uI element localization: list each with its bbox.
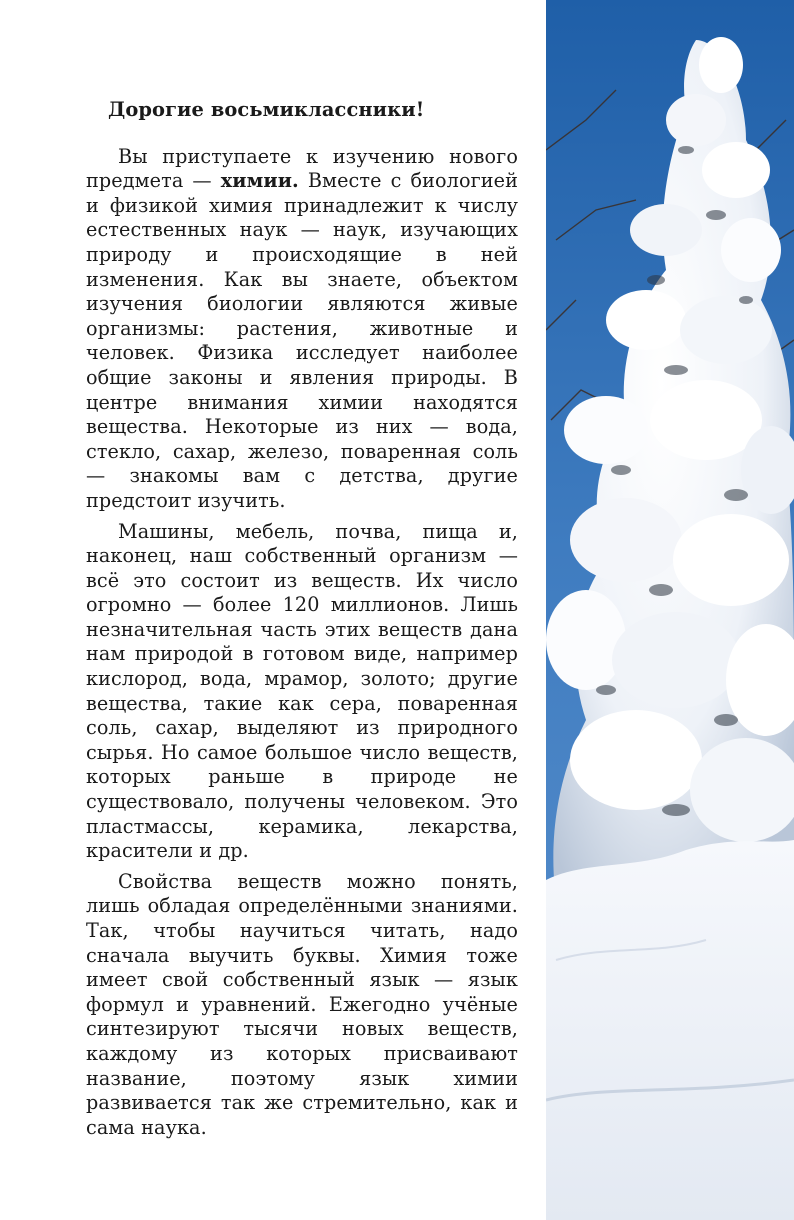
page-heading: Дорогие восьмиклассники! [108,98,425,121]
term-chemistry: химии. [220,169,299,193]
intro-text-column [86,98,518,1140]
paragraph-3: Свойства веществ можно понять, лишь обладая определёнными знаниями. Так, чтобы научиться читать, надо сначала выучить буквы. Химия тоже имеет свой собственный язык — язык формул и уравнений. Ежегодно учёные синтезируют тысячи новых веществ, каждому из которых присваивают название, поэтому язык химии развивается так же стремительно, как и сама наука. [86,869,518,1139]
paragraph-1-rest: Вместе с биологией и физикой химия принадлежит к числу естественных наук — наук, изучающих природу и происходящие в ней изменения. Как вы знаете, объектом изучения биологии являются живые организмы: растения, животные и человек. Физика исследует наиболее общие законы и явления природы. В центре внимания химии находятся вещества. Некоторые из них — вода, стекло, сахар, железо, поваренная соль — знакомы вам с детства, другие предстоит изучить. [86,169,518,512]
paragraph-1 [86,145,518,514]
snowy-fir-photo [546,0,794,1220]
paragraph-2: Машины, мебель, почва, пища и, наконец, наш собственный организм — всё это состоит из веществ. Их число огромно — более 120 миллионов. Лишь незначительная часть этих веществ дана нам природой в готовом виде, например кислород, вода, мрамор, золото; другие вещества, такие как сера, поваренная соль, сахар, выделяют из природного сырья. Но самое большое число веществ, которых раньше в природе не существовало, получены человеком. Это пластмассы, керамика, лекарства, красители и др. [86,519,518,863]
paragraph-1-start: Вы приступаете к изучению нового предмета — [86,144,518,193]
